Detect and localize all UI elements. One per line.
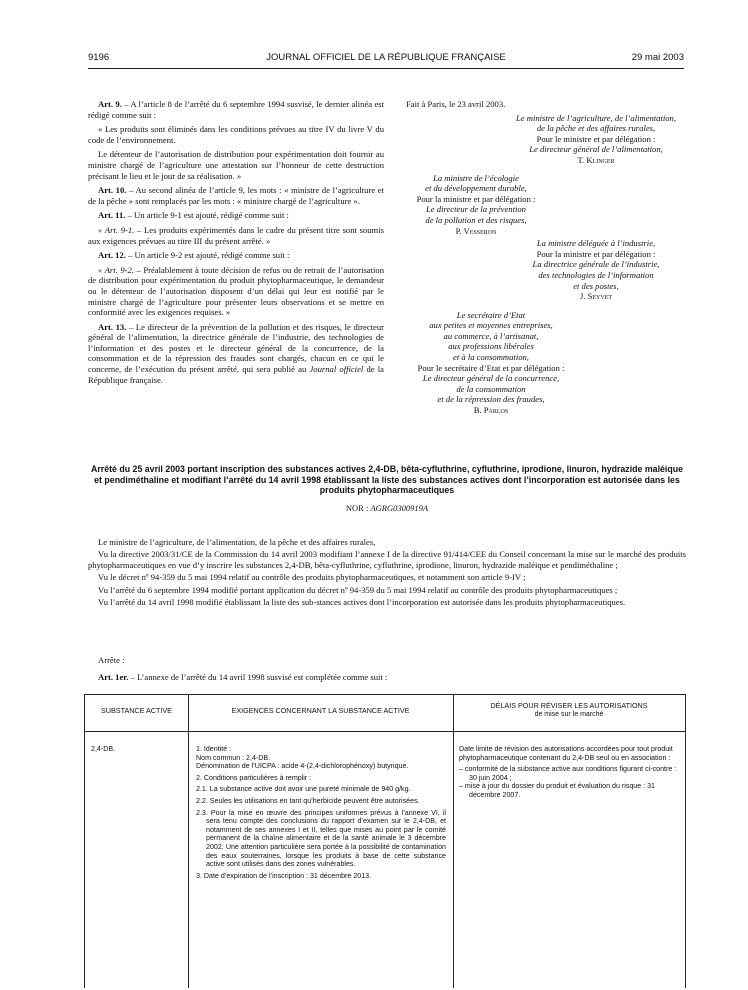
signatory-name: B. Parlos xyxy=(473,405,509,416)
signature-block-commerce: Le secrétaire d’Etat aux petites et moyennes entreprises, au commerce, à l’artisanat, aux professions libérales et à la consommation, Pour le secrétaire d’Etat et par délégation : Le directeur général de la concurrence, de la consommation et de la répression des fraudes, B. Parlos xyxy=(396,310,586,416)
visa-decret: Vu le décret nº 94-359 du 5 mai 1994 relatif au contrôle des produits phytopharmaceutiques, et notamment son article 9-IV ; xyxy=(98,572,526,583)
article-9-2: « Art. 9-2. – Préalablement à toute décision de refus ou de retrait de l’autorisation de distribution pour expérimentation du produit phytopharmaceutique, le demandeur ou le détenteur de l’autorisation disposent d’un délai qui leur est notifié par le ministre chargé de l’agriculture pour présenter leurs observations et se mettre en conformité avec les exigences requises. » xyxy=(88,264,384,318)
table-header-delays: DÉLAIS POUR RÉVISER LES AUTORISATIONS de mise sur le marché xyxy=(490,701,648,718)
table-column-divider xyxy=(188,695,189,988)
article-13: Art. 13. – Le directeur de la prévention de la pollution et des risques, le directeur général de l’alimentation, la directrice générale de l’industrie, des technologies de l’information et des postes et le directeur général de la concurrence, de la consommation et de la répression des fraudes sont chargés, chacun en ce qui le concerne, de l’exécution du présent arrêté, qui sera publié au Journal officiel de la République française. xyxy=(88,321,384,385)
article-9-quote-1: « Les produits sont éliminés dans les conditions prévues au titre IV du livre V du code de l’environnement. xyxy=(88,124,384,145)
visa-arrete-1994: Vu l’arrêté du 6 septembre 1994 modifié portant application du décret nº 94-359 du 5 mai 1994 relatif au contrôle des produits phytopharmaceutiques ; xyxy=(98,584,618,595)
signature-block-industrie: La ministre déléguée à l’industrie, Pour la ministre et par délégation : La directrice générale de l’industrie, des technologies de l’information et des postes, J. Seyvet xyxy=(506,238,686,302)
table-column-divider xyxy=(453,695,454,988)
header-divider xyxy=(88,68,684,69)
article-10: Art. 10. – Au second alinéa de l’article 9, les mots : « ministre de l’agriculture et de la pêche » sont remplacés par les mots : « ministre chargé de l’agriculture ». xyxy=(88,185,384,206)
article-9-1: « Art. 9-1. – Les produits expérimentés dans le cadre du présent titre sont soumis aux exigences prévues au titre III du présent arrêté. » xyxy=(88,224,384,246)
signature-block-ecologie: La ministre de l’écologie et du développement durable, Pour la ministre et par délégation : Le directeur de la prévention de la pollution et des risques, P. Vesseron xyxy=(396,173,556,237)
place-date: Fait à Paris, le 23 avril 2003. xyxy=(406,99,506,109)
table-cell-delays: Date limite de révision des autorisations accordées pour tout produit phytopharmaceutique contenant du 2,4-DB seul ou en association : – conformité de la substance active aux conditions figurant ci-contre : 30 juin 2004 ; – mise à jour du dossier du produit et évaluation du risque : 31 décembre 2007. xyxy=(459,745,677,799)
signatory-name: J. Seyvet xyxy=(579,291,613,302)
article-11: Art. 11. – Un article 9-1 est ajouté, rédigé comme suit : xyxy=(98,210,289,221)
visa-directive: Vu la directive 2003/31/CE de la Commission du 14 avril 2003 modifiant l’annexe I de la directive 91/414/CEE du Conseil concernant la mise sur le marché des produits phytopharmaceutiques en vue d’y inscrire les substances 2,4-DB, bêta-cyfluthrine, cyfluthrine, iprodione, linuron, hydrazide maléique et pendiméthaline ; xyxy=(88,549,686,570)
article-12: Art. 12. – Un article 9-2 est ajouté, rédigé comme suit : xyxy=(98,250,290,261)
signature-block-agriculture: Le ministre de l’agriculture, de l’alimentation, de la pêche et des affaires rurales, Pour le ministre et par délégation : Le directeur général de l’alimentation, T. Klinger xyxy=(506,113,686,166)
substances-table xyxy=(84,694,686,988)
signature-column xyxy=(396,99,686,416)
table-header-divider xyxy=(85,731,685,732)
journal-title: JOURNAL OFFICIEL DE LA RÉPUBLIQUE FRANÇAISE xyxy=(266,52,506,63)
preamble-minister: Le ministre de l’agriculture, de l’alimentation, de la pêche et des affaires rurales, xyxy=(98,537,376,547)
decree-title: Arrêté du 25 avril 2003 portant inscription des substances actives 2,4-DB, bêta-cyfluthrine, cyfluthrine, iprodione, linuron, hydrazide maléique et pendiméthaline et modifiant l’arrêté du 14 avril 1998 établissant la liste des substances actives dont l’incorporation est autorisée dans les produits phytopharmaceutiques xyxy=(91,464,683,496)
signatory-name: T. Klinger xyxy=(577,154,615,165)
page-number: 9196 xyxy=(88,52,110,63)
signatory-name: P. Vesseron xyxy=(455,225,497,236)
table-cell-requirements: 1. Identité : Nom commun : 2,4-DB. Dénomination de l’UICPA : acide 4-(2,4-dichlorophénoxy) butyrique. 2. Conditions particulières à remplir : 2.1. La substance active doit avoir une pureté minimale de 940 g/kg. 2.2. Seules les utilisations en tant qu’herbicide peuvent être autorisées. 2.3. Pour la mise en œuvre des principes uniformes prévus à l’annexe VI, il sera tenu compte des conclusions du rapport d’examen sur le 2,4-DB, et notamment de ses annexes I et II, telles que mises au point par le comité permanent de la chaîne alimentaire et de la santé animale le 3 décembre 2002. Une attention particulière sera portée à la possibilité de contamination des eaux souterraines, lorsque les produits à base de cette substance active sont utilisés dans des zones vulnérables. 3. Date d’expiration de l’inscription : 31 décembre 2013. xyxy=(196,745,446,880)
visa-arrete-1998: Vu l’arrêté du 14 avril 1998 modifié établissant la liste des sub-stances actives dont l’incorporation est autorisée dans les produits phytopharmaceutiques. xyxy=(98,597,626,608)
arrete-label: Arrête : xyxy=(98,655,125,665)
table-cell-substance: 2,4-DB. xyxy=(91,745,116,753)
article-1: Art. 1er. – L’annexe de l’arrêté du 14 avril 1998 susvisé est complétée comme suit : xyxy=(98,672,388,682)
article-9-quote-2: Le détenteur de l’autorisation de distribution pour expérimentation doit fournir au ministre chargé de l’agriculture une attestation sur l’honneur de cette destruction précisant le lieu et le jour de sa réalisation. » xyxy=(88,149,384,181)
nor-reference: NOR : AGRG0300919A xyxy=(345,503,429,513)
issue-date: 29 mai 2003 xyxy=(631,52,684,63)
page-header xyxy=(88,52,684,66)
decree-body xyxy=(88,537,686,609)
table-header-requirements: EXIGENCES CONCERNANT LA SUBSTANCE ACTIVE xyxy=(231,706,410,715)
article-9: Art. 9. – A l’article 8 de l’arrêté du 6 septembre 1994 susvisé, le dernier alinéa est rédigé comme suit : xyxy=(88,99,384,120)
left-column xyxy=(88,99,384,389)
table-header-substance: SUBSTANCE ACTIVE xyxy=(101,706,172,715)
